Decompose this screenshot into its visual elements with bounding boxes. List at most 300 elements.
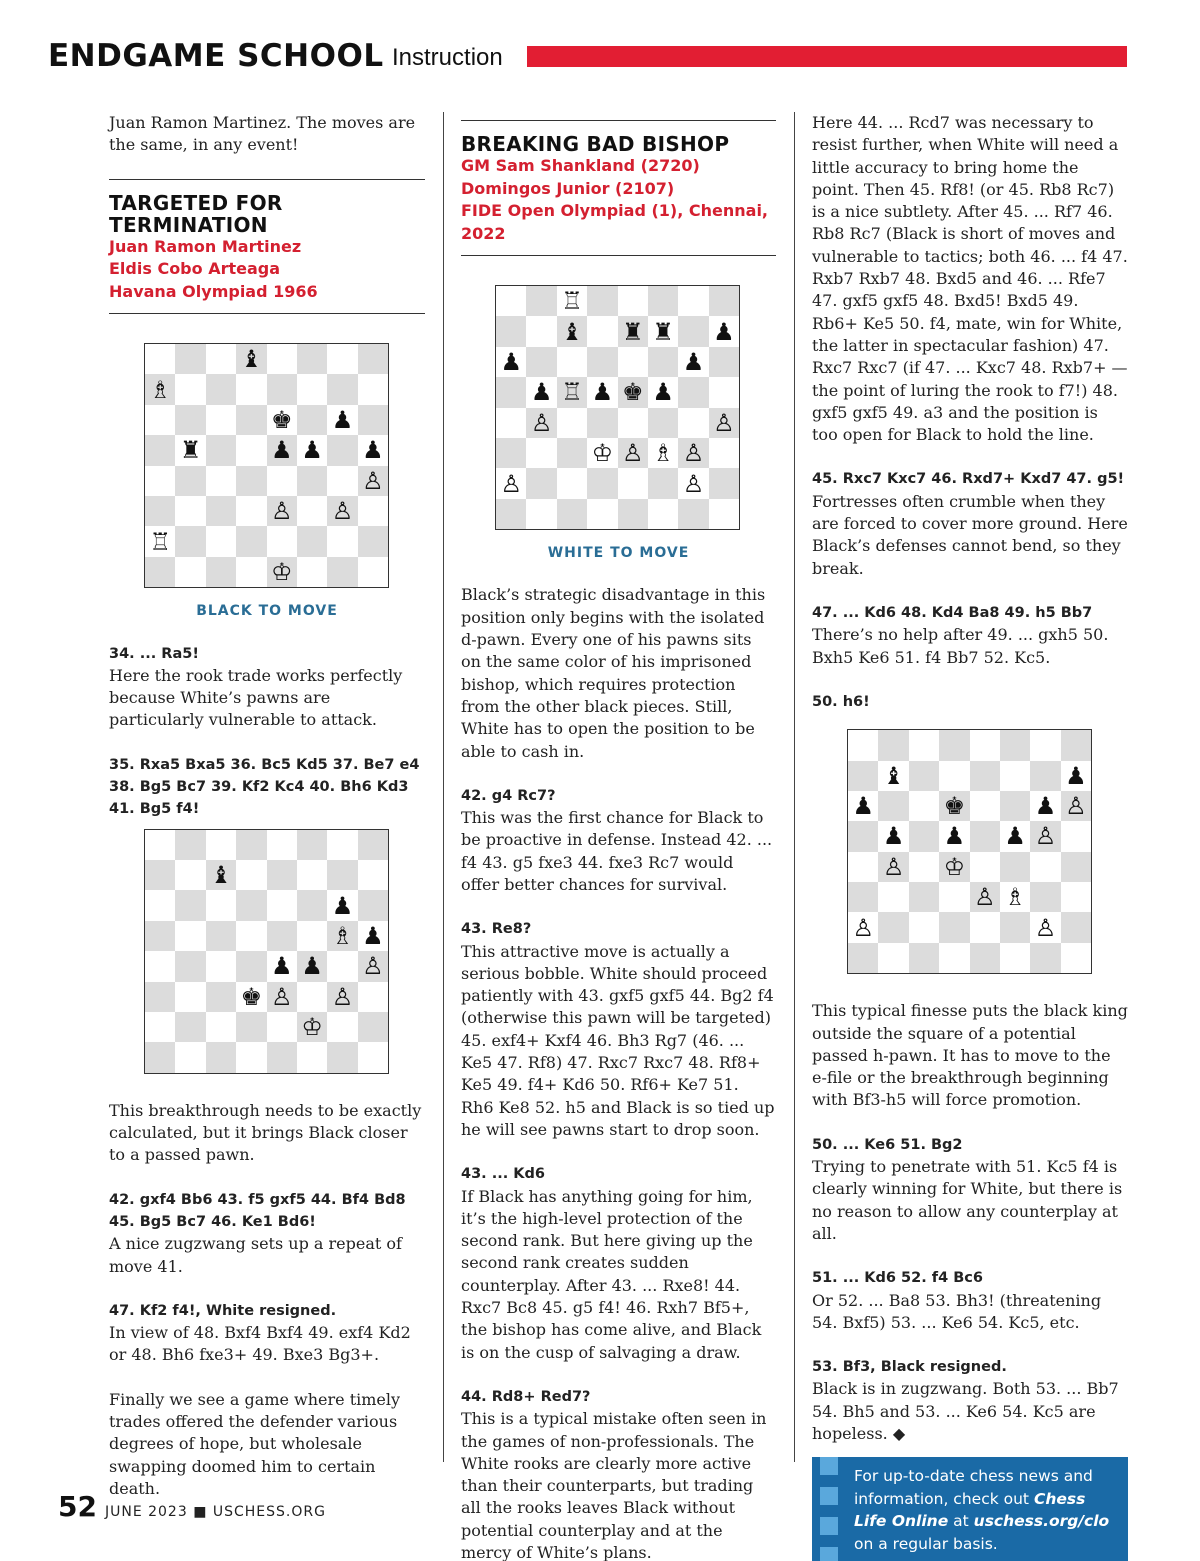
move-text: 44. Rd8+ Red7? [461, 1388, 591, 1405]
black-pawn-icon: ♟ [358, 921, 388, 951]
board-square [297, 890, 327, 920]
board-square [236, 496, 266, 526]
board-square [206, 1012, 236, 1042]
move-text: 42. gxf4 Bb6 43. f5 gxf5 44. Bf4 Bd8 45. Bg5 Bc7 46. Ke1 Bd6! [109, 1191, 406, 1230]
header-red-bar [527, 46, 1127, 67]
black-pawn-icon: ♟ [496, 347, 526, 377]
board-square [175, 860, 205, 890]
end-mark-icon: ◆ [892, 1424, 906, 1443]
game-title: TARGETED FOR TERMINATION [109, 190, 283, 237]
board-square [175, 830, 205, 860]
board-square [1000, 791, 1030, 821]
board-square [526, 499, 556, 529]
board-square [297, 921, 327, 951]
board-square [236, 405, 266, 435]
board-square [970, 761, 1000, 791]
board-square [175, 526, 205, 556]
page-footer [58, 1490, 326, 1523]
board-square [848, 761, 878, 791]
board-square [709, 347, 739, 377]
board-square [878, 791, 908, 821]
board-square [909, 882, 939, 912]
annotation: There’s no help after 49. ... gxh5 50. Bxh5 Ke6 51. f4 Bb7 52. Kc5. [812, 625, 1109, 667]
board-square [557, 347, 587, 377]
white-bishop-icon: ♗ [145, 374, 175, 404]
board-square [206, 1042, 236, 1072]
board-square [145, 1042, 175, 1072]
board-square [327, 526, 357, 556]
board-square [1000, 852, 1030, 882]
board-square [358, 1012, 388, 1042]
white-king-icon: ♔ [939, 852, 969, 882]
move-text: 42. g4 Rc7? [461, 787, 556, 804]
board-square [236, 1012, 266, 1042]
white-bishop-icon: ♗ [648, 438, 678, 468]
board-square [175, 1012, 205, 1042]
board-square [236, 526, 266, 556]
board-square [297, 405, 327, 435]
board-square [496, 286, 526, 316]
annotation: If Black has anything going for him, it’s the high-level protection of the second rank. But here giving up the second rank creates sudden counterplay. After 43. ... Rxe8! 44. Rxc7 Bc8 45. g5 f4! 46. Rxh7 Bf5+, the bishop has come alive, and Black is on the cusp of salvaging a draw. [461, 1186, 762, 1362]
white-king-icon: ♔ [267, 557, 297, 587]
board-square [327, 374, 357, 404]
board-square [358, 830, 388, 860]
board-square [267, 526, 297, 556]
board-square [1030, 730, 1060, 760]
black-pawn-icon: ♟ [648, 377, 678, 407]
board-square [648, 499, 678, 529]
move-text: 53. Bf3, Black resigned. [812, 1359, 1007, 1376]
board-square [175, 890, 205, 920]
board-square [145, 405, 175, 435]
board-square [145, 830, 175, 860]
board-square [175, 374, 205, 404]
board-square [878, 730, 908, 760]
black-bishop-icon: ♝ [878, 761, 908, 791]
event: FIDE Open Olympiad (1), Chennai, 2022 [461, 201, 769, 243]
white-pawn-icon: ♙ [267, 982, 297, 1012]
black-pawn-icon: ♟ [327, 405, 357, 435]
black-king-icon: ♚ [618, 377, 648, 407]
board-square [297, 830, 327, 860]
white-bishop-icon: ♗ [327, 921, 357, 951]
white-pawn-icon: ♙ [848, 912, 878, 942]
board-square [206, 496, 236, 526]
white-pawn-icon: ♙ [678, 468, 708, 498]
black-pawn-icon: ♟ [587, 377, 617, 407]
board-square [297, 466, 327, 496]
black-pawn-icon: ♟ [358, 435, 388, 465]
board-square [526, 316, 556, 346]
black-player: Eldis Cobo Arteaga [109, 259, 281, 279]
black-pawn-icon: ♟ [1030, 791, 1060, 821]
board-square [587, 286, 617, 316]
board-square [587, 468, 617, 498]
board-square [587, 316, 617, 346]
board-square [878, 943, 908, 973]
board-square [297, 374, 327, 404]
board-square [587, 347, 617, 377]
black-pawn-icon: ♟ [878, 821, 908, 851]
board-square [206, 982, 236, 1012]
board-square [358, 374, 388, 404]
diagram-caption: BLACK TO MOVE [196, 603, 338, 620]
board-square [297, 344, 327, 374]
chess-diagram [144, 829, 389, 1074]
board-square [909, 821, 939, 851]
move-text: 50. ... Ke6 51. Bg2 [812, 1136, 963, 1153]
board-square [358, 890, 388, 920]
board-square [358, 860, 388, 890]
board-square [557, 438, 587, 468]
board-square [618, 286, 648, 316]
board-square [496, 316, 526, 346]
board-square [327, 1012, 357, 1042]
board-square [327, 860, 357, 890]
board-square [267, 374, 297, 404]
move-text: 47. ... Kd6 48. Kd4 Ba8 49. h5 Bb7 [812, 604, 1093, 621]
board-square [236, 951, 266, 981]
board-square [145, 1012, 175, 1042]
move-text: 45. Rxc7 Kxc7 46. Rxd7+ Kxd7 47. g5! [812, 471, 1125, 488]
annotation: Here the rook trade works perfectly because White’s pawns are particularly vulnerable to attack. [109, 665, 403, 730]
board-square [297, 1042, 327, 1072]
board-square [236, 557, 266, 587]
board-square [358, 526, 388, 556]
board-square [1061, 882, 1091, 912]
board-square [678, 499, 708, 529]
board-square [618, 408, 648, 438]
board-square [175, 982, 205, 1012]
chess-diagram [144, 343, 389, 588]
board-square [557, 408, 587, 438]
board-square [848, 882, 878, 912]
board-square [970, 943, 1000, 973]
move-text: 50. h6! [812, 693, 870, 710]
black-king-icon: ♚ [939, 791, 969, 821]
chess-diagram [847, 729, 1092, 974]
board-square [970, 730, 1000, 760]
section-title: ENDGAME SCHOOL [48, 38, 384, 74]
board-square [327, 466, 357, 496]
board-square [327, 830, 357, 860]
board-square [496, 499, 526, 529]
board-square [878, 912, 908, 942]
annotation: Black’s strategic disadvantage in this position only begins with the isolated d-pawn. Every one of his pawns sits on the same color of his imprisoned bishop, which requires protection from the other black pieces. Still, White has to open the position to be able to cash in. [461, 585, 766, 761]
board-square [267, 344, 297, 374]
board-square [939, 912, 969, 942]
black-pawn-icon: ♟ [678, 347, 708, 377]
black-king-icon: ♚ [267, 405, 297, 435]
board-square [909, 912, 939, 942]
board-square [175, 496, 205, 526]
board-square [145, 982, 175, 1012]
column-2 [461, 112, 776, 1561]
board-square [206, 435, 236, 465]
board-square [175, 951, 205, 981]
promo-link[interactable]: uschess.org/clo [973, 1512, 1110, 1531]
promo-tail: on a regular basis. [854, 1534, 998, 1553]
board-square [297, 557, 327, 587]
white-pawn-icon: ♙ [1061, 791, 1091, 821]
black-pawn-icon: ♟ [297, 435, 327, 465]
board-square [206, 466, 236, 496]
board-square [678, 286, 708, 316]
board-square [909, 852, 939, 882]
annotation: This breakthrough needs to be exactly calculated, but it brings Black closer to a passed pawn. [109, 1100, 422, 1165]
black-pawn-icon: ♟ [939, 821, 969, 851]
promo-text: For up-to-date chess news and information, check out [854, 1467, 1093, 1508]
board-square [175, 466, 205, 496]
board-square [175, 1042, 205, 1072]
black-rook-icon: ♜ [175, 435, 205, 465]
annotation: This was the first chance for Black to be proactive in defense. Instead 42. ... f4 43. g5 fxe3 44. fxe3 Rc7 would offer better chances for survival. [461, 808, 773, 894]
column-1 [109, 112, 425, 1522]
board-square [145, 466, 175, 496]
board-square [145, 557, 175, 587]
board-square [236, 921, 266, 951]
board-square [267, 921, 297, 951]
move-text: 34. ... Ra5! [109, 645, 199, 662]
board-square [709, 468, 739, 498]
white-rook-icon: ♖ [557, 286, 587, 316]
board-square [557, 499, 587, 529]
board-square [970, 821, 1000, 851]
promo-bold: Chess Life Online [854, 1489, 1086, 1531]
board-square [236, 830, 266, 860]
board-square [206, 374, 236, 404]
board-square [297, 860, 327, 890]
board-square [358, 344, 388, 374]
board-square [327, 435, 357, 465]
black-rook-icon: ♜ [618, 316, 648, 346]
black-player: Domingos Junior (2107) [461, 178, 675, 198]
board-square [1061, 730, 1091, 760]
move-text: 35. Rxa5 Bxa5 36. Bc5 Kd5 37. Be7 e4 38. Bg5 Bc7 39. Kf2 Kc4 40. Bh6 Kd3 41. Bg5 f4! [109, 756, 420, 818]
final-annotation: Black is in zugzwang. Both 53. ... Bb7 54. Bh5 and 53. ... Ke6 54. Kc5 are hopeless. [812, 1379, 1119, 1443]
board-square [648, 286, 678, 316]
move-text: 43. Re8? [461, 921, 532, 938]
board-square [1061, 852, 1091, 882]
promo-box[interactable] [812, 1457, 1128, 1561]
board-square [206, 405, 236, 435]
annotation: This attractive move is actually a serious bobble. White should proceed patiently with 43. gxf5 gxf5 44. Bg2 f4 (otherwise this pawn will be targeted) 45. exf4+ Kxf4 46. Bh3 Rg7 (46. ... Ke5 47. Rf8) 47. Rxc7 Rxc7 48. Rf8+ Ke5 49. f4+ Kd6 50. Rf6+ Ke7 51. Rh6 Ke8 52. h5 and Black is so tied up he will see pawns start to drop soon. [461, 941, 775, 1139]
white-pawn-icon: ♙ [526, 408, 556, 438]
board-square [878, 882, 908, 912]
annotation: Trying to penetrate with 51. Kc5 f4 is clearly winning for White, but there is no reason to allow any counterplay at all. [812, 1157, 1123, 1243]
board-square [970, 791, 1000, 821]
board-square [1000, 943, 1030, 973]
board-square [175, 921, 205, 951]
board-square [1000, 912, 1030, 942]
annotation: This typical finesse puts the black king outside the square of a potential passed h-pawn. It has to move to the e-file or the breakthrough beginning with Bf3-h5 will force promotion. [812, 1001, 1128, 1110]
board-square [358, 557, 388, 587]
board-square [145, 921, 175, 951]
move-text: 51. ... Kd6 52. f4 Bc6 [812, 1270, 983, 1287]
footer-meta: JUNE 2023 ■ USCHESS.ORG [104, 1504, 326, 1520]
board-square [970, 852, 1000, 882]
board-square [267, 890, 297, 920]
board-square [358, 405, 388, 435]
board-square [145, 860, 175, 890]
board-square [709, 286, 739, 316]
white-king-icon: ♔ [297, 1012, 327, 1042]
board-square [496, 377, 526, 407]
board-square [236, 860, 266, 890]
move-text: 43. ... Kd6 [461, 1166, 546, 1183]
board-square [1030, 852, 1060, 882]
black-bishop-icon: ♝ [206, 860, 236, 890]
black-pawn-icon: ♟ [709, 316, 739, 346]
board-square [848, 821, 878, 851]
board-square [1000, 730, 1030, 760]
game-title: BREAKING BAD BISHOP [461, 132, 730, 156]
game-header [109, 179, 425, 315]
board-square [206, 344, 236, 374]
annotation: Fortresses often crumble when they are forced to cover more ground. Here Black’s defenses cannot bend, so they break. [812, 491, 1128, 578]
board-square [709, 377, 739, 407]
board-square [939, 761, 969, 791]
board-square [939, 882, 969, 912]
annotation: Finally we see a game where timely trades offered the defender various degrees of hope, but wholesale swapping doomed him to certain death. [109, 1389, 401, 1498]
diagram-caption: WHITE TO MOVE [547, 545, 690, 562]
board-square [206, 557, 236, 587]
board-square [648, 347, 678, 377]
board-square [526, 438, 556, 468]
black-pawn-icon: ♟ [267, 951, 297, 981]
white-pawn-icon: ♙ [618, 438, 648, 468]
annotation: A nice zugzwang sets up a repeat of move 41. [109, 1234, 402, 1276]
annotation [812, 1378, 1128, 1445]
board-square [587, 408, 617, 438]
board-square [206, 526, 236, 556]
board-square [848, 943, 878, 973]
annotation: In view of 48. Bxf4 Bxf4 49. exf4 Kd2 or 48. Bh6 fxe3+ 49. Bxe3 Bg3+. [109, 1323, 411, 1365]
white-pawn-icon: ♙ [267, 496, 297, 526]
board-square [267, 1042, 297, 1072]
board-square [358, 1042, 388, 1072]
board-square [1030, 761, 1060, 791]
board-square [618, 347, 648, 377]
board-square [648, 468, 678, 498]
board-square [175, 344, 205, 374]
board-square [297, 526, 327, 556]
column-3 [812, 112, 1128, 1561]
board-square [526, 347, 556, 377]
board-square [206, 890, 236, 920]
white-pawn-icon: ♙ [709, 408, 739, 438]
white-player: Juan Ramon Martinez [109, 236, 302, 256]
board-square [1030, 882, 1060, 912]
black-rook-icon: ♜ [648, 316, 678, 346]
board-square [206, 921, 236, 951]
board-square [526, 286, 556, 316]
intro-text: Juan Ramon Martinez. The moves are the same, in any event! [109, 113, 416, 155]
board-square [970, 912, 1000, 942]
board-square [206, 951, 236, 981]
board-square [236, 435, 266, 465]
annotation: This is a typical mistake often seen in the games of non-professionals. The White rooks are clearly more active than their counterparts, but trading all the rooks leaves Black without potential counterplay and at the mercy of White’s plans. [461, 1409, 767, 1561]
board-square [678, 377, 708, 407]
board-square [848, 852, 878, 882]
black-bishop-icon: ♝ [236, 344, 266, 374]
board-square [909, 730, 939, 760]
black-pawn-icon: ♟ [848, 791, 878, 821]
board-square [678, 408, 708, 438]
white-pawn-icon: ♙ [1030, 821, 1060, 851]
board-square [267, 1012, 297, 1042]
board-square [1000, 761, 1030, 791]
board-square [297, 496, 327, 526]
white-rook-icon: ♖ [557, 377, 587, 407]
white-pawn-icon: ♙ [358, 466, 388, 496]
board-square [267, 830, 297, 860]
promo-mid: at [948, 1512, 974, 1531]
board-square [709, 438, 739, 468]
board-square [939, 943, 969, 973]
board-square [557, 468, 587, 498]
board-square [236, 1042, 266, 1072]
white-player: GM Sam Shankland (2720) [461, 156, 700, 175]
white-pawn-icon: ♙ [327, 982, 357, 1012]
board-square [909, 791, 939, 821]
chess-diagram [495, 285, 740, 530]
board-square [206, 830, 236, 860]
white-pawn-icon: ♙ [970, 882, 1000, 912]
board-square [145, 496, 175, 526]
black-bishop-icon: ♝ [557, 316, 587, 346]
board-square [648, 408, 678, 438]
board-square [1061, 821, 1091, 851]
board-square [236, 466, 266, 496]
board-square [358, 982, 388, 1012]
board-square [939, 730, 969, 760]
black-pawn-icon: ♟ [526, 377, 556, 407]
board-square [848, 730, 878, 760]
white-pawn-icon: ♙ [496, 468, 526, 498]
board-square [267, 466, 297, 496]
board-square [145, 435, 175, 465]
board-square [709, 499, 739, 529]
board-square [297, 982, 327, 1012]
board-square [496, 408, 526, 438]
black-king-icon: ♚ [236, 982, 266, 1012]
board-square [1030, 943, 1060, 973]
annotation: Or 52. ... Ba8 53. Bh3! (threatening 54. Bxf5) 53. ... Ke6 54. Kc5, etc. [812, 1290, 1102, 1332]
white-bishop-icon: ♗ [1000, 882, 1030, 912]
board-square [175, 557, 205, 587]
board-square [909, 943, 939, 973]
white-pawn-icon: ♙ [878, 852, 908, 882]
board-square [587, 499, 617, 529]
board-square [236, 890, 266, 920]
board-square [145, 344, 175, 374]
board-square [678, 316, 708, 346]
game-header [461, 120, 776, 256]
board-square [327, 344, 357, 374]
black-pawn-icon: ♟ [267, 435, 297, 465]
move-text: 47. Kf2 f4!, White resigned. [109, 1302, 337, 1319]
board-square [267, 860, 297, 890]
board-square [1061, 912, 1091, 942]
page-number: 52 [58, 1490, 97, 1523]
white-pawn-icon: ♙ [678, 438, 708, 468]
white-pawn-icon: ♙ [358, 951, 388, 981]
column-divider [443, 112, 444, 1462]
black-pawn-icon: ♟ [297, 951, 327, 981]
board-square [909, 761, 939, 791]
section-subtitle: Instruction [392, 44, 503, 71]
